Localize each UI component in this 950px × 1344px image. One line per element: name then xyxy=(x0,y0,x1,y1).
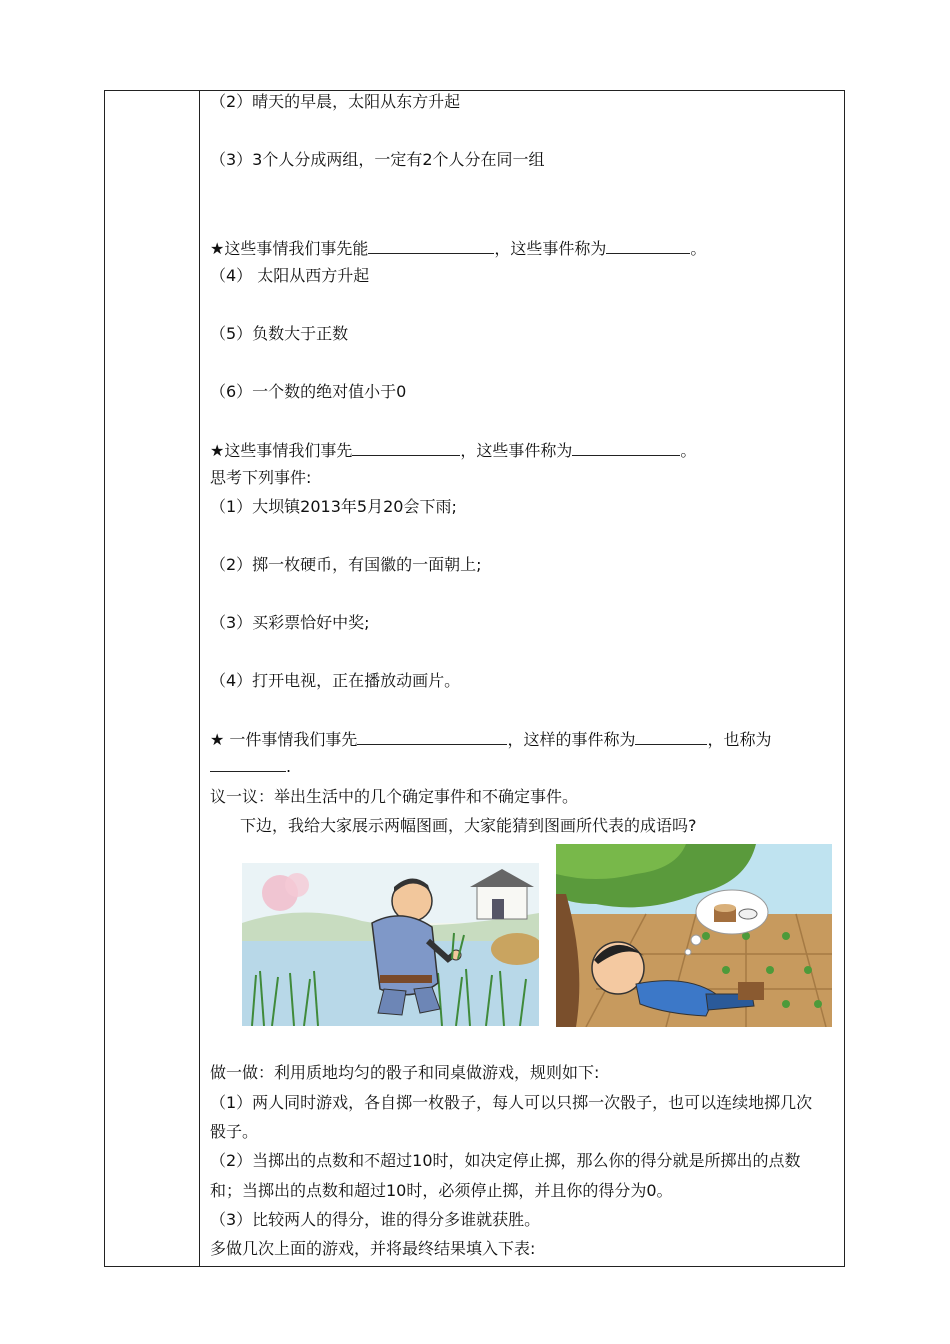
farmer-seedlings-svg xyxy=(242,863,539,1026)
rule-1: （1）两人同时游戏，各自掷一枚骰子，每人可以只掷一次骰子，也可以连续地掷几次 xyxy=(210,1093,813,1112)
impossible-event-6: （6）一个数的绝对值小于0 xyxy=(210,382,407,401)
final-instruction: 多做几次上面的游戏，并将最终结果填入下表: xyxy=(210,1239,536,1258)
worksheet-table xyxy=(104,90,845,1267)
answer-blank[interactable] xyxy=(210,755,286,772)
farmer-seedlings-illustration xyxy=(242,863,539,1026)
answer-blank[interactable] xyxy=(572,439,680,456)
star-question-1: ★这些事情我们事先能 ，这些事件称为 。 xyxy=(210,239,707,258)
answer-blank[interactable] xyxy=(357,728,507,745)
star-question-3: ★ 一件事情我们事先 ，这样的事件称为 ，也称为 xyxy=(210,730,772,749)
impossible-event-4: （4） 太阳从西方升起 xyxy=(210,266,370,285)
sure-event-3: （3）3个人分成两组，一定有2个人分在同一组 xyxy=(210,150,545,169)
answer-blank[interactable] xyxy=(606,237,690,254)
stump-rabbit-svg xyxy=(556,844,832,1027)
random-event-4: （4）打开电视，正在播放动画片。 xyxy=(210,671,461,690)
rule-1-cont: 骰子。 xyxy=(210,1122,259,1141)
stump-rabbit-illustration xyxy=(556,844,832,1027)
star-question-2: ★这些事情我们事先 ，这些事件称为 。 xyxy=(210,441,697,460)
star-question-3-cont: . xyxy=(210,755,291,778)
random-event-2: （2）掷一枚硬币，有国徽的一面朝上; xyxy=(210,555,482,574)
answer-blank[interactable] xyxy=(368,237,494,254)
sure-event-2: （2）晴天的早晨，太阳从东方升起 xyxy=(210,92,461,111)
rule-2-cont: 和；当掷出的点数和超过10时，必须停止掷，并且你的得分为0。 xyxy=(210,1181,673,1200)
show-images-line: 下边，我给大家展示两幅图画，大家能猜到图画所代表的成语吗? xyxy=(240,816,697,835)
answer-blank[interactable] xyxy=(352,439,460,456)
left-column-cell xyxy=(105,91,200,1266)
random-event-1: （1）大坝镇2013年5月20会下雨; xyxy=(210,497,457,516)
rule-3: （3）比较两人的得分，谁的得分多谁就获胜。 xyxy=(210,1210,541,1229)
do-title: 做一做：利用质地均匀的骰子和同桌做游戏，规则如下: xyxy=(210,1063,600,1082)
discuss-line: 议一议：举出生活中的几个确定事件和不确定事件。 xyxy=(210,787,579,806)
answer-blank[interactable] xyxy=(635,728,707,745)
content-cell xyxy=(200,91,844,1266)
rule-2: （2）当掷出的点数和不超过10时，如决定停止掷，那么你的得分就是所掷出的点数 xyxy=(210,1151,801,1170)
random-event-3: （3）买彩票恰好中奖; xyxy=(210,613,370,632)
think-title: 思考下列事件: xyxy=(210,468,312,487)
impossible-event-5: （5）负数大于正数 xyxy=(210,324,349,343)
